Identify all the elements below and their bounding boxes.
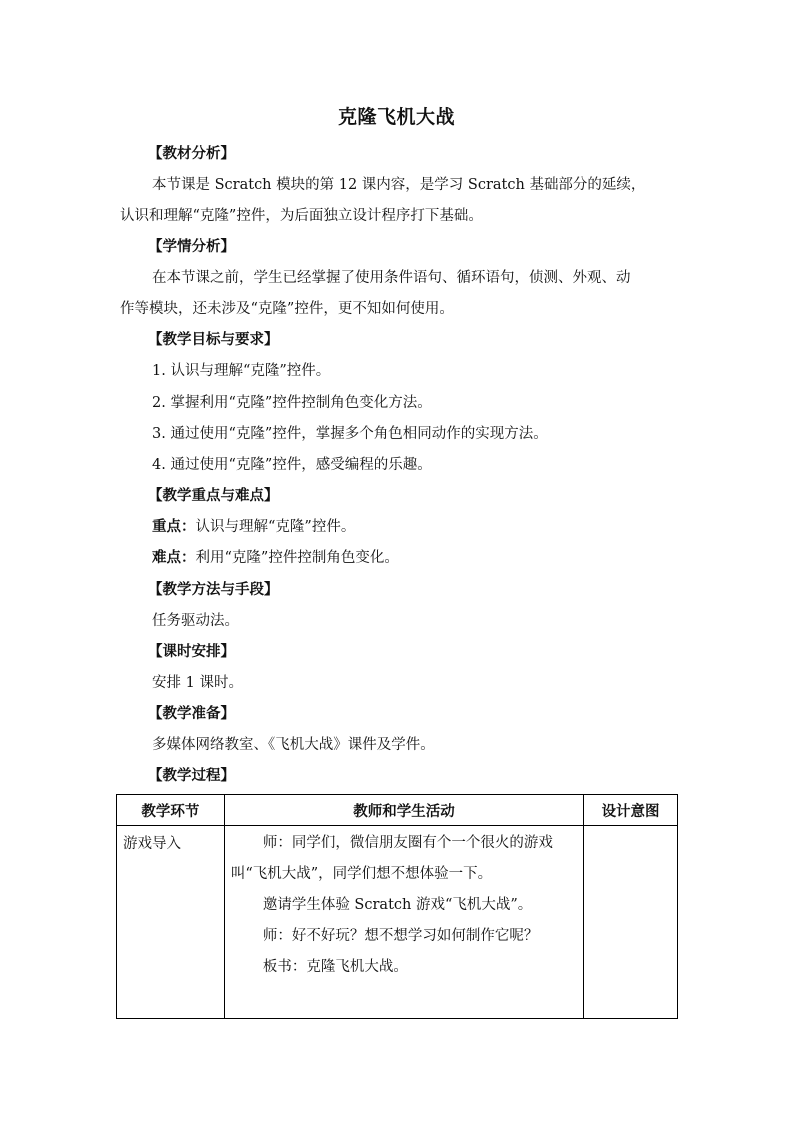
- difficulty-text: 利用“克隆”控件控制角色变化。: [195, 550, 399, 566]
- goal-item-1: 1. 认识与理解“克隆”控件。: [152, 363, 331, 379]
- header-intent: 设计意图: [584, 795, 678, 826]
- key-point-label: 重点：: [152, 519, 196, 535]
- students-paragraph-line-2: 作等模块，还未涉及“克隆”控件，更不知如何使用。: [120, 301, 454, 317]
- key-point-line: [152, 517, 355, 537]
- activity-line-3: 邀请学生体验 Scratch 游戏“飞机大战”。: [262, 897, 533, 913]
- header-stage: 教学环节: [117, 795, 225, 826]
- prep-text: 多媒体网络教室、《飞机大战》课件及学件。: [152, 737, 435, 753]
- table-header-row: [117, 795, 678, 826]
- activity-line-1: 师：同学们，微信朋友圈有个一个很火的游戏: [262, 835, 553, 851]
- methods-text: 任务驱动法。: [152, 613, 239, 629]
- activity-line-4: 师：好不好玩？想不想学习如何制作它呢？: [262, 928, 539, 944]
- key-point-text: 认识与理解“克隆”控件。: [195, 519, 356, 535]
- header-activities: 教师和学生活动: [224, 795, 583, 826]
- section-heading-focus: 【教学重点与难点】: [148, 488, 279, 504]
- difficulty-label: 难点：: [152, 550, 196, 566]
- stage-cell: 游戏导入: [117, 826, 225, 1019]
- goal-item-4: 4. 通过使用“克隆”控件，感受编程的乐趣。: [152, 457, 432, 473]
- section-heading-students: 【学情分析】: [148, 239, 235, 255]
- page-title: 克隆飞机大战: [337, 106, 455, 128]
- intent-cell: [584, 826, 678, 1019]
- section-heading-methods: 【教学方法与手段】: [148, 582, 279, 598]
- activity-line-5: 板书：克隆飞机大战。: [262, 959, 408, 975]
- section-heading-hours: 【课时安排】: [148, 644, 235, 660]
- activities-cell: [224, 826, 583, 1019]
- table-row: [117, 826, 678, 1019]
- section-heading-material: 【教材分析】: [148, 146, 235, 162]
- goal-item-2: 2. 掌握利用“克隆”控件控制角色变化方法。: [152, 395, 432, 411]
- section-heading-goals: 【教学目标与要求】: [148, 332, 279, 348]
- hours-text: 安排 1 课时。: [152, 675, 243, 691]
- activity-line-2: 叫“飞机大战”，同学们想不想体验一下。: [230, 866, 493, 882]
- students-paragraph-line-1: 在本节课之前，学生已经掌握了使用条件语句、循环语句，侦测、外观、动: [152, 270, 631, 286]
- section-heading-prep: 【教学准备】: [148, 706, 235, 722]
- material-paragraph-line-2: 认识和理解“克隆”控件，为后面独立设计程序打下基础。: [120, 208, 483, 224]
- material-paragraph-line-1: 本节课是 Scratch 模块的第 12 课内容，是学习 Scratch 基础部分的延续，: [152, 177, 646, 193]
- goal-item-3: 3. 通过使用“克隆”控件，掌握多个角色相同动作的实现方法。: [152, 426, 548, 442]
- teaching-process-table: [116, 794, 678, 1019]
- section-heading-process: 【教学过程】: [148, 768, 235, 784]
- difficulty-line: [152, 548, 399, 568]
